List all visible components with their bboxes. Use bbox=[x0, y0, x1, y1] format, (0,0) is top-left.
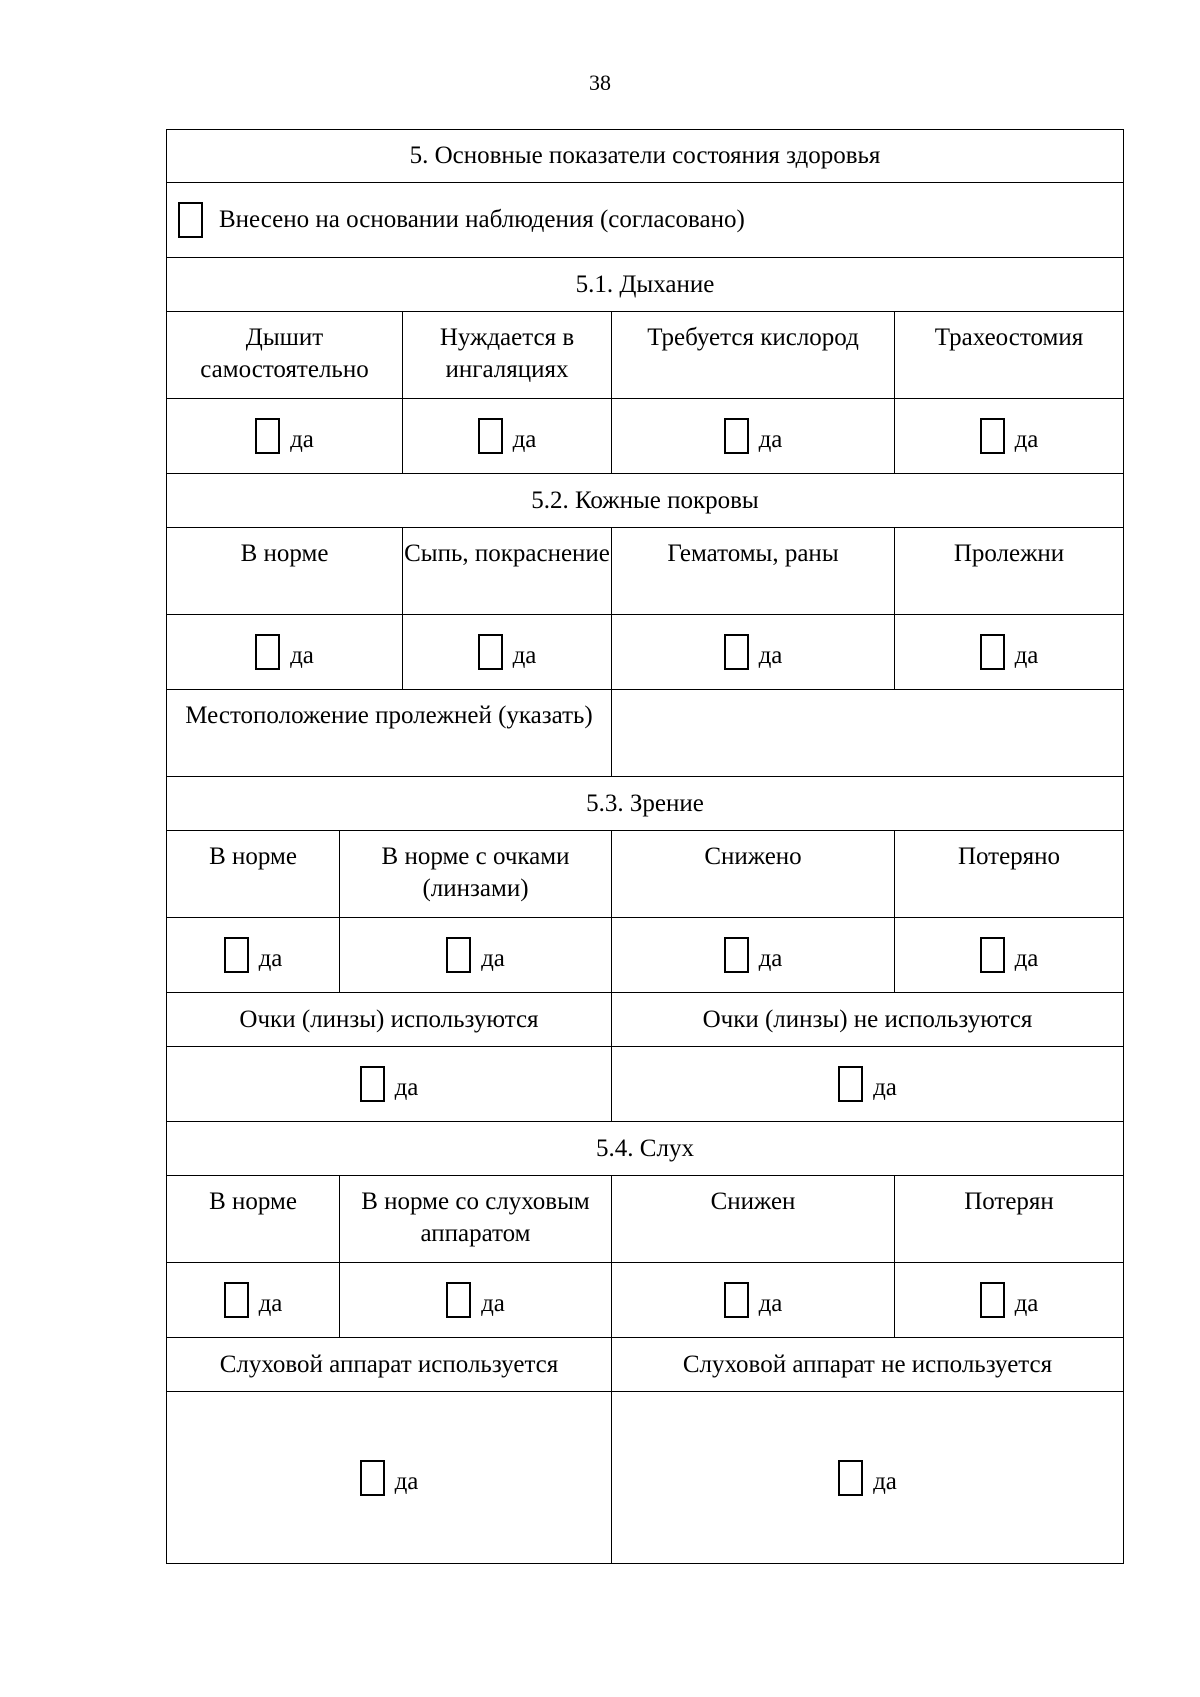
vision-with-glasses-checkbox[interactable] bbox=[446, 937, 471, 973]
hearing-header-normal: В норме bbox=[209, 1188, 297, 1215]
yes-label: да bbox=[758, 642, 783, 669]
page-number: 38 bbox=[589, 70, 611, 95]
yes-label: да bbox=[758, 1290, 783, 1317]
breathing-header-oxygen: Требуется кислород bbox=[611, 312, 894, 398]
yes-label: да bbox=[873, 1074, 897, 1101]
skin-bruises-cell bbox=[611, 615, 894, 689]
skin-normal-checkbox[interactable] bbox=[255, 634, 280, 670]
hearing-aid-used-checkbox[interactable] bbox=[360, 1460, 385, 1496]
hearing-aid-usage-checkbox-row bbox=[166, 1392, 1124, 1564]
hearing-header-row bbox=[166, 1176, 1124, 1263]
observation-note-row bbox=[166, 183, 1124, 258]
yes-label: да bbox=[258, 1290, 283, 1317]
breathing-oxygen-checkbox[interactable] bbox=[724, 418, 749, 454]
breathing-independent-checkbox[interactable] bbox=[255, 418, 280, 454]
yes-label: да bbox=[873, 1467, 897, 1495]
yes-label: да bbox=[1014, 642, 1039, 669]
hearing-normal-checkbox[interactable] bbox=[224, 1282, 249, 1318]
hearing-aid-usage-header-row bbox=[166, 1338, 1124, 1392]
glasses-usage-checkbox-row bbox=[166, 1047, 1124, 1122]
skin-normal-cell bbox=[167, 615, 402, 689]
breathing-inhalation-cell bbox=[402, 399, 611, 473]
vision-with-glasses-cell bbox=[339, 918, 611, 992]
yes-label: да bbox=[512, 426, 537, 453]
hearing-reduced-checkbox[interactable] bbox=[724, 1282, 749, 1318]
section-5-4-title-row bbox=[166, 1122, 1124, 1176]
hearing-lost-cell bbox=[894, 1263, 1123, 1337]
section-5-3-title: 5.3. Зрение bbox=[586, 789, 704, 817]
section-5-1-title: 5.1. Дыхание bbox=[575, 270, 715, 298]
hearing-header-with-aid: В норме со слуховым аппаратом bbox=[339, 1176, 611, 1262]
vision-header-lost: Потеряно bbox=[894, 831, 1123, 917]
vision-header-normal: В норме bbox=[209, 843, 297, 870]
section-5-2-title-row bbox=[166, 474, 1124, 528]
vision-header-row bbox=[166, 831, 1124, 918]
section-5-3-title-row bbox=[166, 777, 1124, 831]
breathing-header-independent: Дышит самостоятельно bbox=[200, 324, 369, 383]
observation-note-label: Внесено на основании наблюдения (согласовано) bbox=[219, 206, 745, 233]
hearing-with-aid-checkbox[interactable] bbox=[446, 1282, 471, 1318]
yes-label: да bbox=[758, 945, 783, 972]
observation-checkbox[interactable] bbox=[178, 202, 203, 238]
skin-header-row bbox=[166, 528, 1124, 615]
skin-header-bruises: Гематомы, раны bbox=[611, 528, 894, 614]
skin-header-rash: Сыпь, покраснение bbox=[402, 528, 611, 614]
breathing-header-tracheostomy: Трахеостомия bbox=[894, 312, 1123, 398]
vision-lost-checkbox[interactable] bbox=[980, 937, 1005, 973]
bedsore-location-row bbox=[166, 690, 1124, 777]
hearing-lost-checkbox[interactable] bbox=[980, 1282, 1005, 1318]
skin-bruises-checkbox[interactable] bbox=[724, 634, 749, 670]
yes-label: да bbox=[758, 426, 783, 453]
hearing-checkbox-row bbox=[166, 1263, 1124, 1338]
breathing-inhalation-checkbox[interactable] bbox=[478, 418, 503, 454]
yes-label: да bbox=[481, 1290, 505, 1317]
yes-label: да bbox=[290, 426, 314, 453]
skin-rash-cell bbox=[402, 615, 611, 689]
hearing-aid-not-used-checkbox[interactable] bbox=[838, 1460, 863, 1496]
yes-label: да bbox=[1014, 945, 1039, 972]
section-5-2-title: 5.2. Кожные покровы bbox=[531, 486, 759, 514]
vision-reduced-cell bbox=[611, 918, 894, 992]
hearing-normal-cell bbox=[167, 1263, 339, 1337]
section-5-title-row bbox=[166, 129, 1124, 183]
skin-header-bedsores: Пролежни bbox=[894, 528, 1123, 614]
skin-rash-checkbox[interactable] bbox=[478, 634, 503, 670]
section-5-4-title: 5.4. Слух bbox=[596, 1134, 694, 1162]
hearing-aid-not-used-header: Слуховой аппарат не используется bbox=[611, 1338, 1123, 1391]
glasses-not-used-header: Очки (линзы) не используются bbox=[611, 993, 1123, 1046]
yes-label: да bbox=[481, 945, 505, 972]
skin-header-normal: В норме bbox=[240, 540, 329, 567]
vision-reduced-checkbox[interactable] bbox=[724, 937, 749, 973]
hearing-header-reduced: Снижен bbox=[611, 1176, 894, 1262]
glasses-used-header: Очки (линзы) используются bbox=[239, 1005, 539, 1033]
health-indicators-form bbox=[166, 129, 1124, 1564]
glasses-not-used-cell bbox=[611, 1047, 1123, 1121]
section-5-title: 5. Основные показатели состояния здоровья bbox=[409, 142, 881, 169]
yes-label: да bbox=[512, 642, 537, 669]
yes-label: да bbox=[258, 945, 283, 972]
breathing-checkbox-row bbox=[166, 399, 1124, 474]
vision-normal-checkbox[interactable] bbox=[224, 937, 249, 973]
breathing-oxygen-cell bbox=[611, 399, 894, 473]
yes-label: да bbox=[394, 1074, 419, 1101]
vision-header-with-glasses: В норме с очками (линзами) bbox=[339, 831, 611, 917]
hearing-reduced-cell bbox=[611, 1263, 894, 1337]
hearing-with-aid-cell bbox=[339, 1263, 611, 1337]
glasses-used-cell bbox=[167, 1047, 611, 1121]
breathing-header-inhalation: Нуждается в ингаляциях bbox=[402, 312, 611, 398]
bedsore-location-label: Местоположение пролежней (указать) bbox=[185, 702, 593, 729]
skin-bedsores-cell bbox=[894, 615, 1123, 689]
hearing-header-lost: Потерян bbox=[894, 1176, 1123, 1262]
glasses-usage-header-row bbox=[166, 993, 1124, 1047]
breathing-tracheostomy-cell bbox=[894, 399, 1123, 473]
skin-bedsores-checkbox[interactable] bbox=[980, 634, 1005, 670]
yes-label: да bbox=[290, 642, 314, 669]
yes-label: да bbox=[394, 1467, 419, 1495]
vision-normal-cell bbox=[167, 918, 339, 992]
breathing-header-row bbox=[166, 312, 1124, 399]
section-5-1-title-row bbox=[166, 258, 1124, 312]
skin-checkbox-row bbox=[166, 615, 1124, 690]
hearing-aid-used-header: Слуховой аппарат используется bbox=[219, 1350, 559, 1378]
yes-label: да bbox=[1014, 1290, 1039, 1317]
yes-label: да bbox=[1014, 426, 1039, 453]
hearing-aid-used-cell bbox=[167, 1392, 611, 1563]
breathing-tracheostomy-checkbox[interactable] bbox=[980, 418, 1005, 454]
hearing-aid-not-used-cell bbox=[611, 1392, 1123, 1563]
glasses-not-used-checkbox[interactable] bbox=[838, 1066, 863, 1102]
vision-lost-cell bbox=[894, 918, 1123, 992]
vision-checkbox-row bbox=[166, 918, 1124, 993]
breathing-independent-cell bbox=[167, 399, 402, 473]
vision-header-reduced: Снижено bbox=[611, 831, 894, 917]
bedsore-location-field[interactable] bbox=[611, 690, 1123, 776]
glasses-used-checkbox[interactable] bbox=[360, 1066, 385, 1102]
